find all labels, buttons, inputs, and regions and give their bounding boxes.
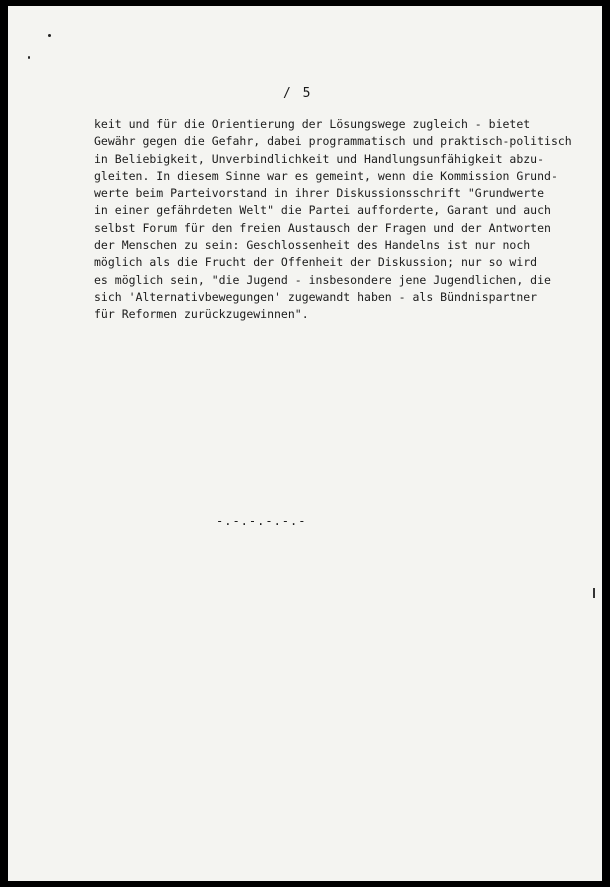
text-line: der Menschen zu sein: Geschlossenheit des Handelns ist nur noch (94, 238, 531, 253)
text-line: sich 'Alternativbewegungen' zugewandt haben - als Bündnispartner (94, 289, 538, 304)
body-paragraph (94, 116, 584, 324)
text-line: es möglich sein, "die Jugend - insbesondere jene Jugendlichen, die (94, 272, 551, 287)
text-line: für Reformen zurückzugewinnen". (94, 307, 309, 322)
scan-speck (48, 34, 51, 37)
text-line: möglich als die Frucht der Offenheit der Diskussion; nur so wird (94, 255, 538, 270)
text-line: in Beliebigkeit, Unverbindlichkeit und Handlungsunfähigkeit abzu- (94, 151, 545, 166)
text-line: in einer gefährdeten Welt" die Partei aufforderte, Garant und auch (94, 203, 551, 218)
scan-edge-mark (593, 588, 595, 598)
scan-speck (28, 56, 30, 59)
text-line: werte beim Parteivorstand in ihrer Diskussionsschrift "Grundwerte (94, 186, 545, 201)
document-page (8, 6, 602, 881)
text-line: Gewähr gegen die Gefahr, dabei programmatisch und praktisch-politisch (94, 134, 572, 149)
page-number: / 5 (283, 86, 313, 101)
text-line: selbst Forum für den freien Austausch der Fragen und der Antworten (94, 220, 551, 235)
section-separator: -.-.-.-.-.- (216, 514, 307, 528)
text-line: keit und für die Orientierung der Lösungswege zugleich - bietet (94, 117, 531, 131)
text-line: gleiten. In diesem Sinne war es gemeint, wenn die Kommission Grund- (94, 168, 558, 183)
